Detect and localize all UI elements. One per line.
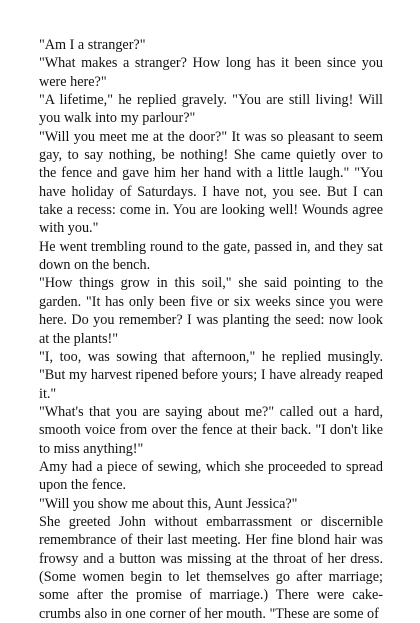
paragraph: "What makes a stranger? How long has it been since you were here?" <box>39 55 383 90</box>
paragraph: "Will you meet me at the door?" It was so pleasant to seem gay, to say nothing, be nothing! She came quietly over to the fence and gave him her hand with a little laugh." "You have holiday of Saturdays. I have not, you see. But I can take a recess: come in. You are looking well! Wounds agree with you." <box>39 128 383 237</box>
paragraph: Amy had a piece of sewing, which she proceeded to spread upon the fence. <box>39 458 383 494</box>
paragraph: She greeted John without embarrassment or discernible remembrance of their last meeting. Her fine blond hair was frowsy and a button was missing at the throat of her dress. (Some women begin to let themselves go after marriage; some after the promise of marriage.) There were cake-crumbs also in one corner of her mouth. "These are some of <box>39 513 383 622</box>
paragraph: "How things grow in this soil," she said pointing to the garden. "It has only been five or six weeks since you were here. Do you remember? I was planting the seed: now look at the plants!" <box>39 275 383 347</box>
paragraph: "What's that you are saying about me?" called out a hard, smooth voice from over the fence at their back. "I don't like to miss anything!" <box>39 403 383 457</box>
paragraph: "Will you show me about this, Aunt Jessica?" <box>39 495 298 512</box>
page-text <box>39 36 383 623</box>
paragraph: "Am I a stranger?" <box>39 37 146 53</box>
paragraph: He went trembling round to the gate, passed in, and they sat down on the bench. <box>39 238 383 274</box>
paragraph: "A lifetime," he replied gravely. "You are still living! Will you walk into my parlour?" <box>39 92 383 127</box>
paragraph: "I, too, was sowing that afternoon," he replied musingly. "But my harvest ripened before yours; I have already reaped it." <box>39 348 383 402</box>
